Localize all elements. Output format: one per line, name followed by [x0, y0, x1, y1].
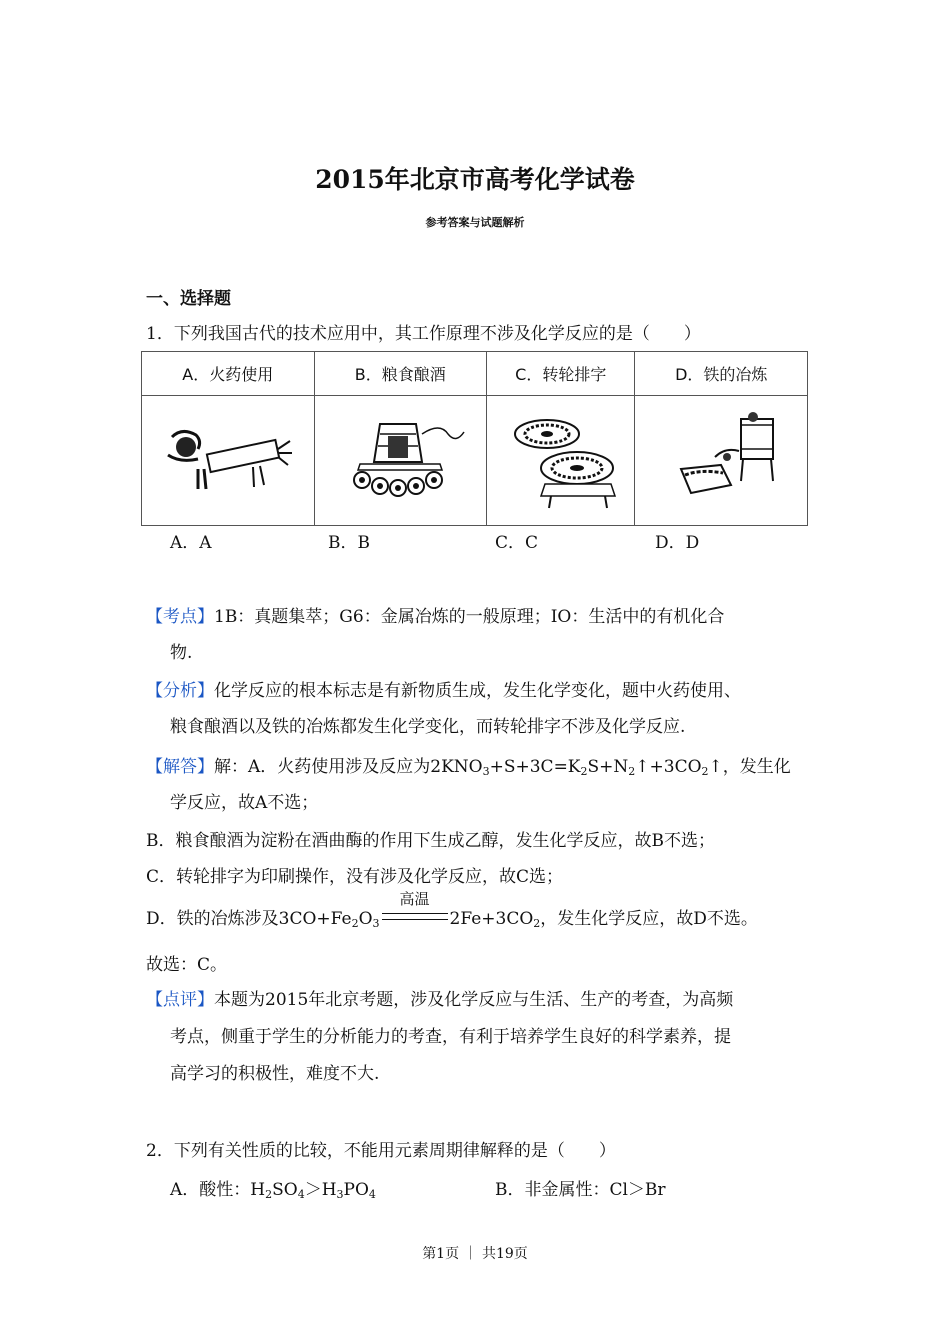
reaction-condition: 高温: [399, 890, 430, 908]
dianping-line-2: 考点，侧重于学生的分析能力的考查，有利于培养学生良好的科学素养，提: [170, 1027, 731, 1047]
jieda-line-a-2: 学反应，故A不选；: [170, 793, 319, 813]
answer-option-b: B．B: [328, 533, 370, 553]
answer-option-d: D．D: [655, 533, 700, 553]
dianping-line-3: 高学习的积极性，难度不大.: [170, 1064, 380, 1084]
question-2-option-a: A．酸性：$H_2SO_4>H_3PO_4$: [170, 1180, 376, 1201]
kaodian-line-1: 【考点】1B：真题集萃；G6：金属冶炼的一般原理；IO：生活中的有机化合: [146, 607, 725, 627]
movable-type-wheel-illustration: [487, 396, 635, 526]
option-header-a: A．火药使用: [142, 352, 315, 396]
gunpowder-illustration: [142, 396, 315, 526]
option-header-b: B．粮食酿酒: [314, 352, 487, 396]
iron-smelting-equation: $3CO+Fe_2O_3$ 高温 $2Fe+3CO_2$: [279, 909, 541, 929]
question-1-stem: 1．下列我国古代的技术应用中，其工作原理不涉及化学反应的是（ ）: [146, 324, 701, 344]
kaodian-line-2: 物.: [170, 643, 193, 663]
fenxi-tag: 【分析】: [146, 681, 214, 701]
question-1-options-table: [141, 351, 808, 526]
question-2-stem: 2．下列有关性质的比较，不能用元素周期律解释的是（ ）: [146, 1141, 616, 1161]
gunpowder-equation: $2KNO_3+S+3C=K_2S+N_2↑+3CO_2↑$: [430, 757, 723, 778]
option-header-d: D．铁的冶炼: [635, 352, 808, 396]
fenxi-line-1: 【分析】化学反应的根本标志是有新物质生成，发生化学变化，题中火药使用、: [146, 681, 741, 701]
page-footer: 第1页 ｜ 共19页: [422, 1246, 528, 1262]
jieda-line-b: B．粮食酿酒为淀粉在酒曲酶的作用下生成乙醇，发生化学反应，故B不选；: [146, 831, 715, 851]
final-answer: 故选：C。: [146, 955, 228, 975]
kaodian-tag: 【考点】: [146, 607, 214, 627]
jieda-line-a: 【解答】解：A．火药使用涉及反应为$2KNO_3+S+3C=K_2S+N_2↑+3CO_2↑$，发生化: [146, 757, 791, 778]
dianping-tag: 【点评】: [146, 990, 214, 1010]
brewing-illustration: [314, 396, 487, 526]
answer-option-a: A．A: [170, 533, 212, 553]
page-title: 2015年北京市高考化学试卷: [315, 165, 635, 194]
jieda-line-d: D．铁的冶炼涉及$3CO+Fe_2O_3$ 高温 $2Fe+3CO_2$，发生化学反应，故D不选。: [146, 907, 758, 931]
answer-option-c: C．C: [495, 533, 539, 553]
question-2-option-b: B．非金属性：Cl＞Br: [495, 1180, 666, 1200]
jieda-tag: 【解答】: [146, 757, 214, 777]
section-heading: 一、选择题: [146, 289, 231, 309]
dianping-line-1: 【点评】本题为2015年北京考题，涉及化学反应与生活、生产的考查，为高频: [146, 990, 734, 1010]
acid-comparison: $H_2SO_4>H_3PO_4$: [250, 1180, 376, 1201]
jieda-line-c: C．转轮排字为印刷操作，没有涉及化学反应，故C选；: [146, 867, 564, 887]
iron-smelting-illustration: [635, 396, 808, 526]
fenxi-line-2: 粮食酿酒以及铁的冶炼都发生化学变化，而转轮排字不涉及化学反应.: [170, 717, 686, 737]
page-subtitle: 参考答案与试题解析: [425, 216, 525, 229]
option-header-c: C．转轮排字: [487, 352, 635, 396]
